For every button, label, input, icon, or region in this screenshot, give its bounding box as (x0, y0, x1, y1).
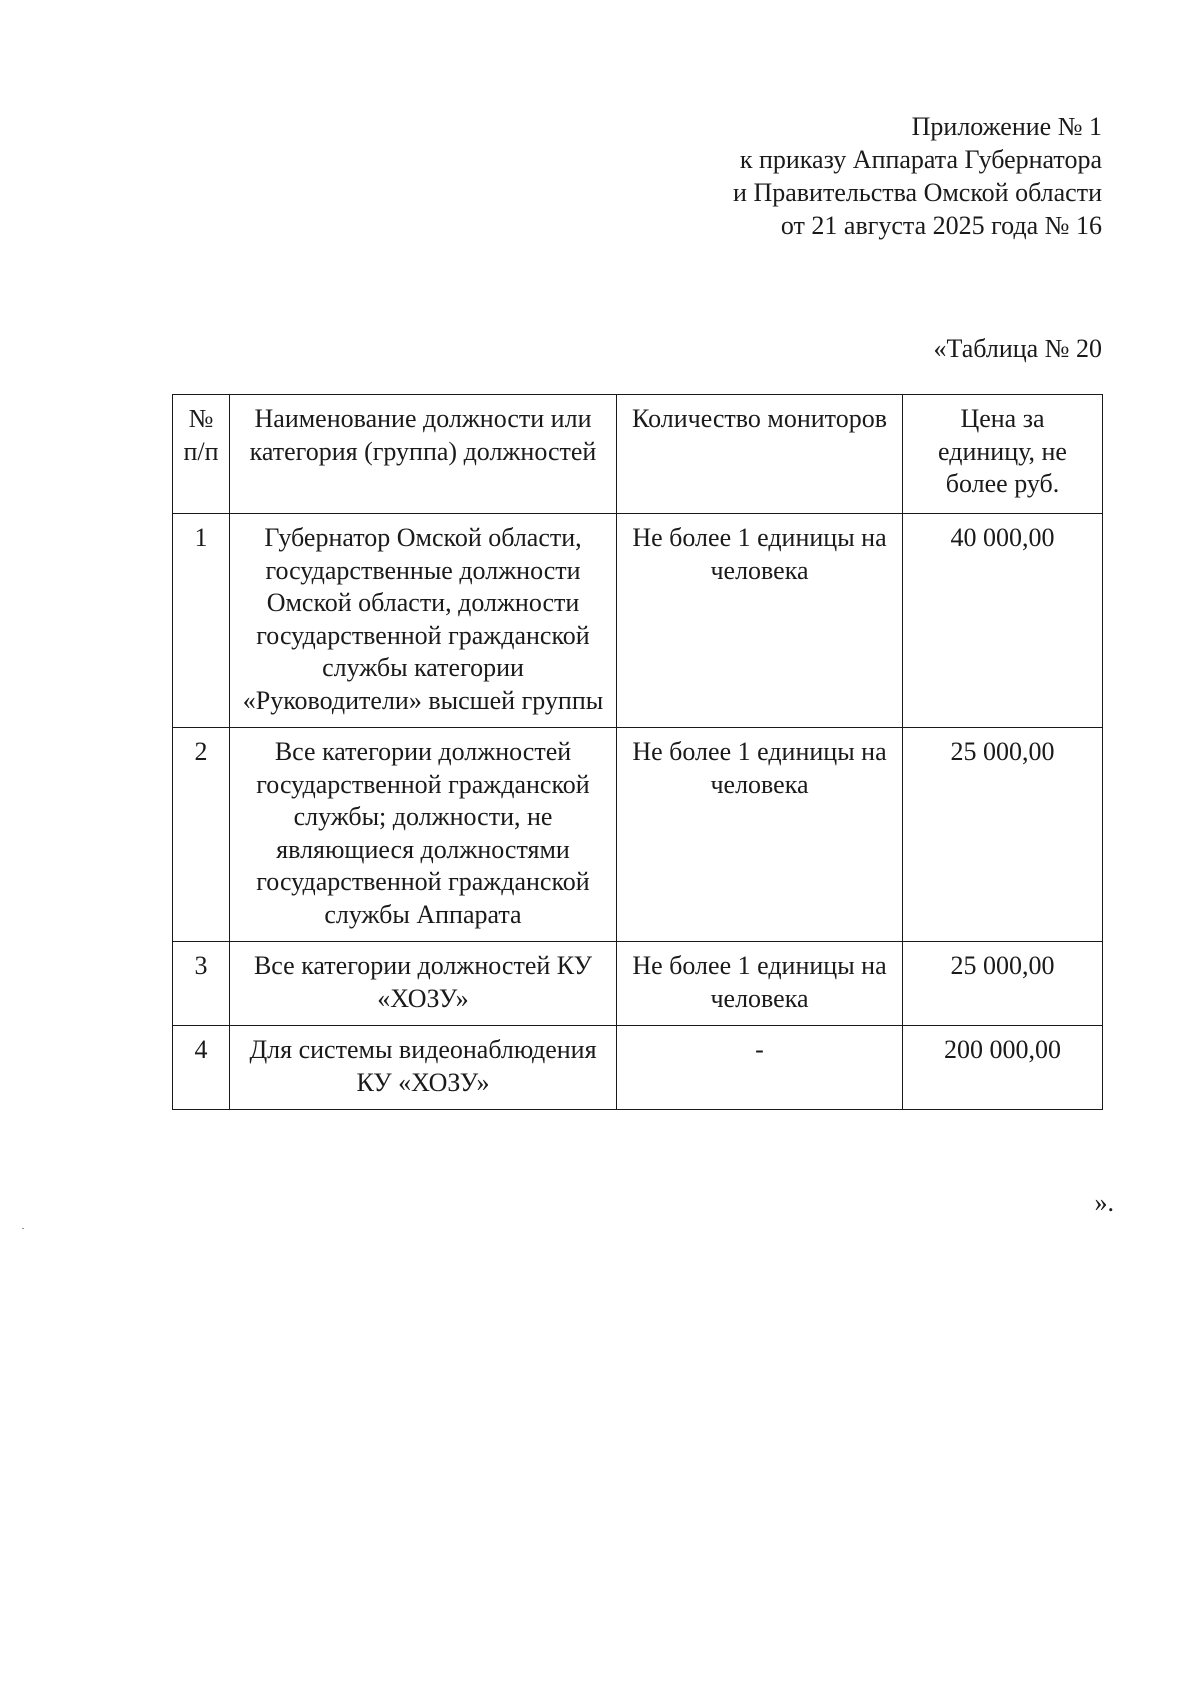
appendix-order-line: к приказу Аппарата Губернатора (739, 145, 1102, 174)
row-num: 3 (173, 942, 230, 1026)
table-row (173, 728, 1103, 942)
scan-artifact (22, 1228, 24, 1229)
appendix-government-line: и Правительства Омской области (733, 178, 1102, 207)
row-position-name: Губернатор Омской области, государственные должности Омской области, должности государственной гражданской службы категории «Руководители» высшей группы (230, 514, 617, 728)
row-position-name: Для системы видеонаблюдения КУ «ХОЗУ» (230, 1026, 617, 1110)
appendix-date-line: от 21 августа 2025 года № 16 (780, 211, 1102, 240)
table-caption: «Таблица № 20 (933, 334, 1102, 363)
row-position-name: Все категории должностей КУ «ХОЗУ» (230, 942, 617, 1026)
row-monitor-quantity: - (617, 1026, 903, 1110)
header-position-name: Наименование должности или категория (группа) должностей (230, 395, 617, 514)
header-unit-price: Цена за единицу, не более руб. (903, 395, 1103, 514)
row-num: 4 (173, 1026, 230, 1110)
monitor-norms-table (172, 394, 1103, 1110)
row-unit-price: 25 000,00 (903, 942, 1103, 1026)
row-num: 2 (173, 728, 230, 942)
appendix-header (733, 110, 1102, 242)
row-monitor-quantity: Не более 1 единицы на человека (617, 728, 903, 942)
appendix-title: Приложение № 1 (911, 112, 1102, 141)
row-num: 1 (173, 514, 230, 728)
table-header-row (173, 395, 1103, 514)
row-monitor-quantity: Не более 1 единицы на человека (617, 514, 903, 728)
row-position-name: Все категории должностей государственной гражданской службы; должности, не являющиеся должностями государственной гражданской службы Аппарата (230, 728, 617, 942)
table-row (173, 514, 1103, 728)
row-unit-price: 40 000,00 (903, 514, 1103, 728)
row-unit-price: 25 000,00 (903, 728, 1103, 942)
row-monitor-quantity: Не более 1 единицы на человека (617, 942, 903, 1026)
table-row (173, 1026, 1103, 1110)
row-unit-price: 200 000,00 (903, 1026, 1103, 1110)
header-monitor-quantity: Количество мониторов (617, 395, 903, 514)
closing-quote: ». (1094, 1188, 1114, 1217)
header-num: № п/п (173, 395, 230, 514)
table-row (173, 942, 1103, 1026)
